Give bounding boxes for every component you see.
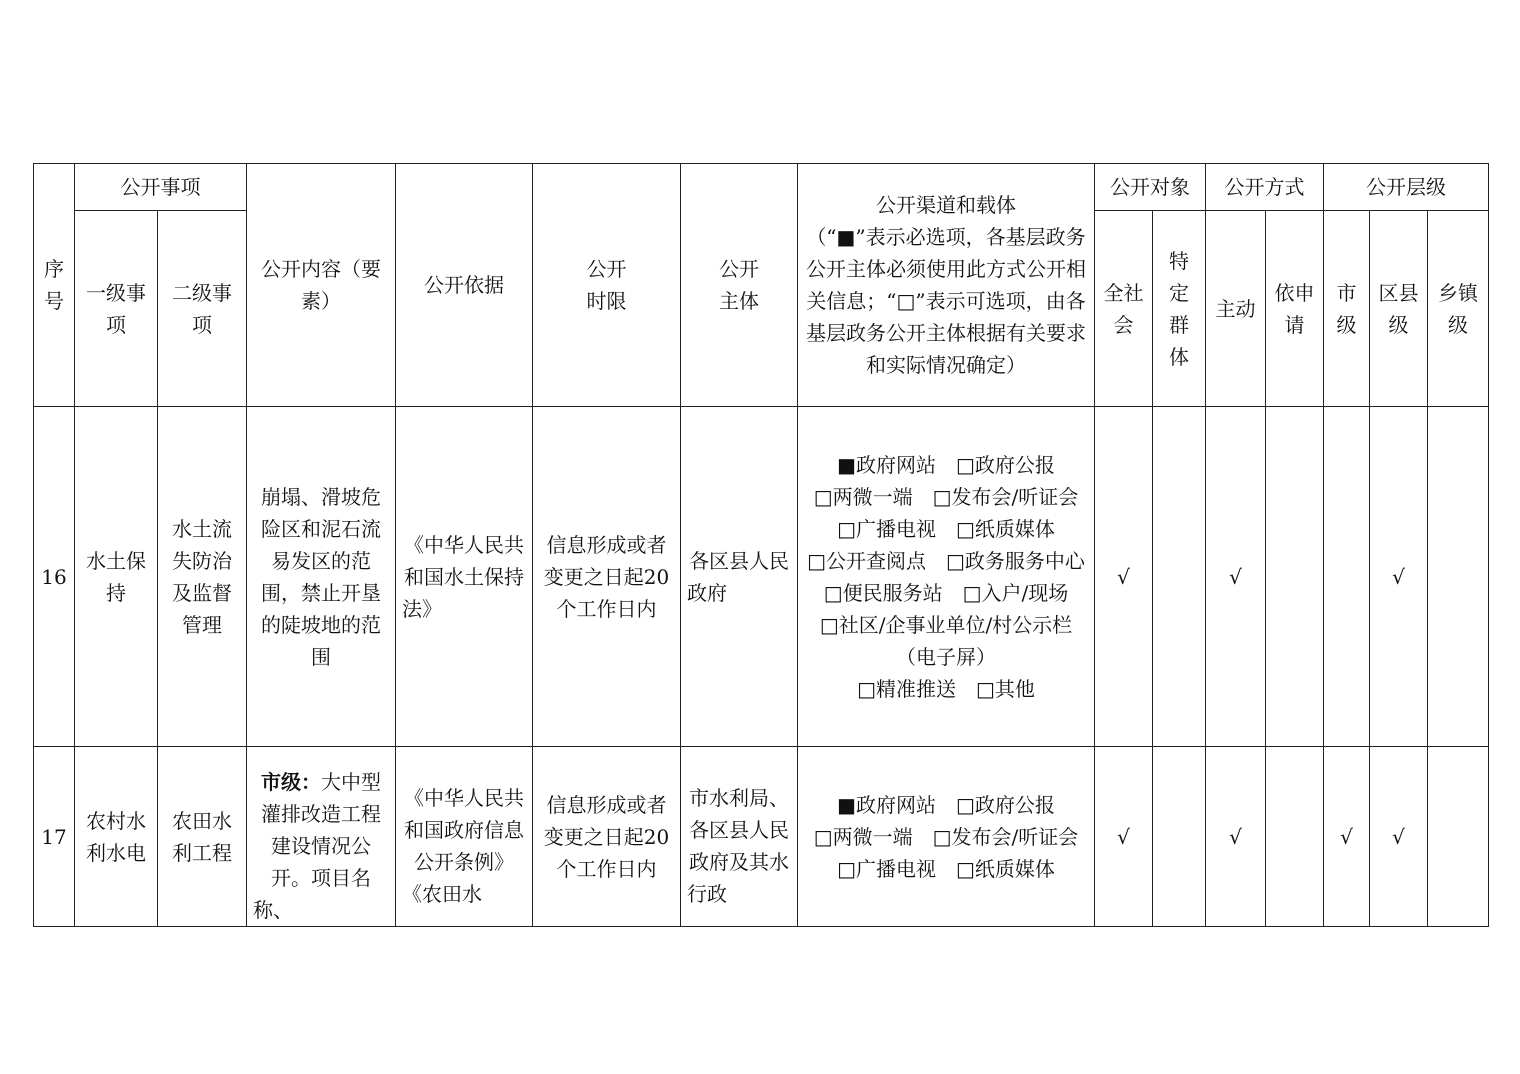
row-seq: 16 — [34, 407, 75, 747]
channel-line: □社区/企事业单位/村公示栏（电子屏） — [819, 612, 1073, 669]
row-level1: 农村水利水电 — [75, 747, 158, 927]
header-items-group: 公开事项 — [75, 164, 247, 211]
row-subject: 各区县人民政府 — [681, 407, 798, 747]
row-content-text: 崩塌、滑坡危险区和泥石流易发区的范围，禁止开垦的陡坡地的范围 — [261, 484, 381, 669]
row-content-prefix: 市级： — [261, 770, 321, 794]
header-level1: 一级事项 — [75, 211, 158, 407]
row-level-town-check — [1428, 407, 1489, 747]
row-level-city-check: √ — [1324, 747, 1370, 927]
header-time-limit: 公开时限 — [533, 164, 681, 407]
row-method-apply-check — [1266, 407, 1324, 747]
header-basis: 公开依据 — [396, 164, 533, 407]
channel-line: □公开查阅点 □政务服务中心 — [807, 548, 1085, 573]
row-target-specific-check — [1153, 407, 1206, 747]
header-target-group: 公开对象 — [1095, 164, 1206, 211]
header-level-town: 乡镇级 — [1428, 211, 1489, 407]
header-method-apply: 依申请 — [1266, 211, 1324, 407]
header-channel-title: 公开渠道和载体 — [876, 193, 1016, 217]
header-target-all: 全社会 — [1095, 211, 1153, 407]
row-time-limit: 信息形成或者变更之日起20个工作日内 — [533, 407, 681, 747]
row-content-text: 大中型灌排改造工程建设情况公开。项目名称、 — [253, 770, 381, 922]
row-level-district-check: √ — [1370, 407, 1428, 747]
row-subject: 市水利局、各区县人民政府及其水行政 — [681, 747, 798, 927]
row-target-all-check: √ — [1095, 407, 1153, 747]
header-channel — [798, 164, 1095, 407]
row-basis: 《中华人民共和国政府信息公开条例》《农田水 — [396, 747, 533, 927]
row-content — [247, 407, 396, 747]
channel-line: □精准推送 □其他 — [857, 676, 1035, 701]
header-channel-note: （“■”表示必选项，各基层政务公开主体必须使用此方式公开相关信息；“□”表示可选项，由各基层政务公开主体根据有关要求和实际情况确定） — [806, 225, 1086, 377]
disclosure-table — [33, 163, 1489, 927]
row-level-town-check — [1428, 747, 1489, 927]
header-row-1 — [34, 164, 1489, 211]
channel-line: □两微一端 □发布会/听证会 — [813, 824, 1079, 849]
row-channels — [798, 407, 1095, 747]
row-method-active-check: √ — [1206, 407, 1266, 747]
channel-line: □广播电视 □纸质媒体 — [837, 856, 1055, 881]
row-time-limit: 信息形成或者变更之日起20个工作日内 — [533, 747, 681, 927]
row-level2: 农田水利工程 — [158, 747, 247, 927]
header-method-group: 公开方式 — [1206, 164, 1324, 211]
channel-line: ■政府网站 □政府公报 — [837, 452, 1055, 477]
row-level2: 水土流失防治及监督管理 — [158, 407, 247, 747]
header-level-group: 公开层级 — [1324, 164, 1489, 211]
row-basis: 《中华人民共和国水土保持法》 — [396, 407, 533, 747]
row-level1: 水土保持 — [75, 407, 158, 747]
row-method-active-check: √ — [1206, 747, 1266, 927]
header-target-specific: 特定群体 — [1153, 211, 1206, 407]
row-target-specific-check — [1153, 747, 1206, 927]
channel-line: □广播电视 □纸质媒体 — [837, 516, 1055, 541]
header-level2: 二级事项 — [158, 211, 247, 407]
row-seq: 17 — [34, 747, 75, 927]
header-subject: 公开主体 — [681, 164, 798, 407]
channel-line: □两微一端 □发布会/听证会 — [813, 484, 1079, 509]
header-level-city: 市级 — [1324, 211, 1370, 407]
channel-line: □便民服务站 □入户/现场 — [823, 580, 1069, 605]
header-seq: 序号 — [34, 164, 75, 407]
row-target-all-check: √ — [1095, 747, 1153, 927]
header-content: 公开内容（要素） — [247, 164, 396, 407]
channel-line: ■政府网站 □政府公报 — [837, 792, 1055, 817]
row-method-apply-check — [1266, 747, 1324, 927]
header-level-district: 区县级 — [1370, 211, 1428, 407]
row-level-city-check — [1324, 407, 1370, 747]
row-level-district-check: √ — [1370, 747, 1428, 927]
header-method-active: 主动 — [1206, 211, 1266, 407]
table-row — [34, 407, 1489, 747]
table-row — [34, 747, 1489, 927]
row-content — [247, 747, 396, 927]
row-channels — [798, 747, 1095, 927]
